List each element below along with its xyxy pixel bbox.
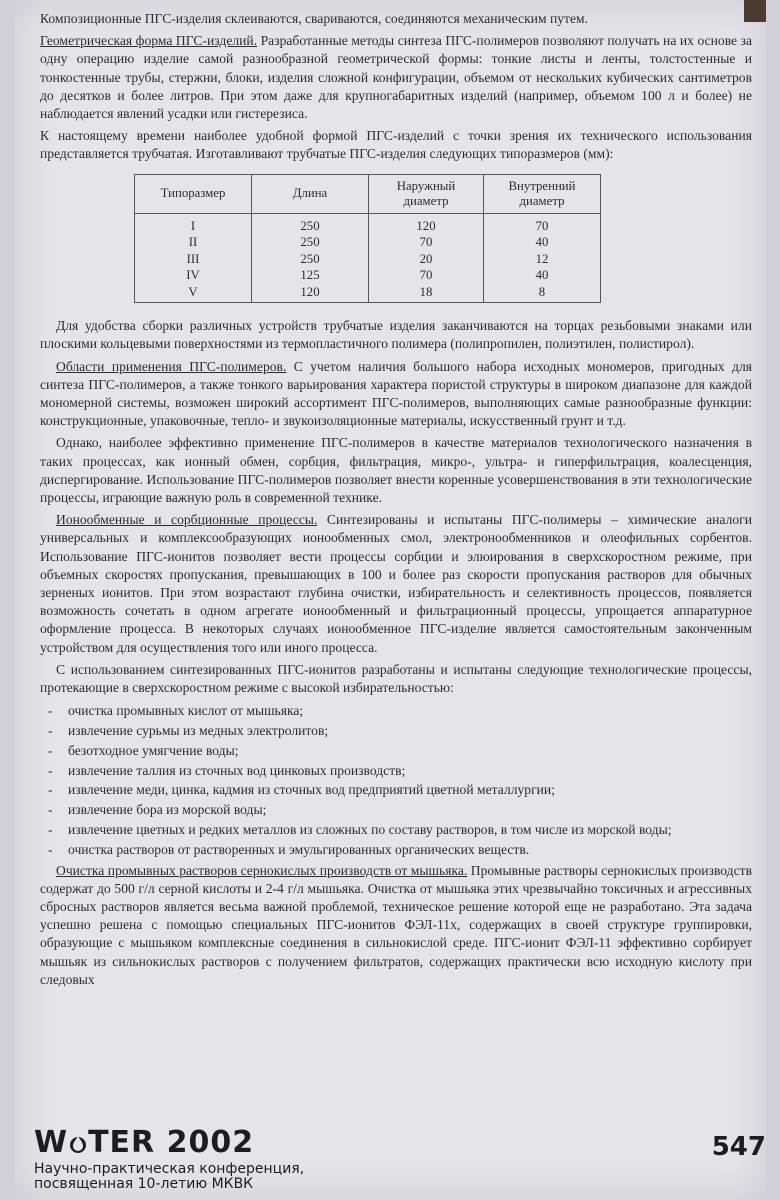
paragraph: [40, 10, 752, 28]
list-item: - извлечение таллия из сточных вод цинковых производств;: [40, 761, 752, 781]
paragraph-text: Синтезированы и испытаны ПГС-полимеры – химические аналоги универсальных и комплексообразующих ионообменных смол, электронообменников и олеофильных сорбентов. Использование ПГС-ионитов позволяет вести процессы сорбции и элюирования в сверхскоростном режиме, при объемных скоростях пропускания, превышающих в 100 и более раз скорости пропускания растворов для обычных зерненых ионитов. При этом возрастают глубина очистки, избирательность и селективность процессов, появляется возможность сочетать в одном агрегате ионообменный и фильтрационный процессы, упрощается аппаратурное оформление процесса. В некоторых случаях ионообменное ПГС-изделие является самостоятельным законченным устройством для осуществления того или иного процесса.: [40, 512, 752, 655]
table-cell: 125: [252, 267, 369, 284]
table-header-row: [135, 174, 601, 213]
paragraphs-top: [40, 10, 752, 164]
list-item: - безотходное умягчение воды;: [40, 741, 752, 761]
list-item: - очистка промывных кислот от мышьяка;: [40, 701, 752, 721]
table-cell: 18: [369, 284, 484, 303]
section-heading: Области применения ПГС-полимеров.: [56, 358, 287, 374]
logo-letter-w: W: [34, 1125, 69, 1160]
table-row: [135, 213, 601, 234]
table-cell: 250: [252, 234, 369, 251]
paragraph: [40, 127, 752, 163]
list-item: - извлечение бора из морской воды;: [40, 800, 752, 820]
paragraph-text: С учетом наличия большого набора исходных мономеров, пригодных для синтеза ПГС-полимеров, а также тонкого варьирования характера пористой структуры в широком диапазоне для каждой мономерной системы, возможен широкий ассортимент ПГС-полимеров, выполняющих самые разнообразные функции: конструкционные, упаковочные, тепло- и звукоизоляционные материалы, искусственный грунт и т.д.: [40, 358, 752, 429]
paragraph: [40, 317, 752, 353]
paragraph-text: Композиционные ПГС-изделия склеиваются, свариваются, соединяются механическим путем.: [40, 11, 589, 26]
list-item: - извлечение цветных и редких металлов из сложных по составу растворов, в том числе из морской воды;: [40, 820, 752, 840]
paragraphs-middle: [40, 317, 752, 697]
list-item: - извлечение меди, цинка, кадмия из сточных вод предприятий цветной металлургии;: [40, 780, 752, 800]
table-header-cell: Внутренний диаметр: [484, 174, 601, 213]
paragraphs-bottom: [40, 862, 752, 989]
subtitle-line: посвященная 10-летию МКВК: [34, 1176, 254, 1192]
table-cell: 250: [252, 213, 369, 234]
table-cell: 8: [484, 284, 601, 303]
paragraph: [40, 511, 752, 657]
logo-text: TER 2002: [88, 1125, 255, 1160]
process-list: [40, 701, 752, 859]
table-cell: 70: [369, 234, 484, 251]
table-row: [135, 284, 601, 303]
table-cell: 20: [369, 251, 484, 268]
table-row: [135, 234, 601, 251]
table-cell: V: [135, 284, 252, 303]
paragraph-text: Для удобства сборки различных устройств трубчатые изделия заканчиваются на торцах резьбовыми знаками или плоскими кольцевыми поверхностями из термопластичного полимера (полипропилен, полиэтилен, полистирол).: [40, 318, 752, 352]
article-body: [40, 10, 752, 993]
table-cell: 40: [484, 267, 601, 284]
table-cell: 120: [252, 284, 369, 303]
section-heading: Очистка промывных растворов сернокислых производств от мышьяка.: [56, 862, 468, 878]
paragraph: [40, 358, 752, 431]
paragraph-text: Разработанные методы синтеза ПГС-полимеров позволяют получать на их основе за одну операцию изделие самой разнообразной геометрической формы: тонкие листы и ленты, толстостенные и тонкостенные трубы, стержни, блоки, изделия сложной конфигурации, объемом от нескольких кубических сантиметров до десятков и более литров. При этом даже для крупногабаритных изделий (например, объемом 100 л и более) не наблюдается явлений усадки или гистерезиса.: [40, 33, 753, 122]
water-drop-icon: [69, 1131, 87, 1155]
paragraph-text: К настоящему времени наиболее удобной формой ПГС-изделий с точки зрения их технического использования представляется трубчатая. Изготавливают трубчатые ПГС-изделия следующих типоразмеров (мм):: [40, 128, 752, 162]
list-item: - очистка растворов от растворенных и эмульгированных органических веществ.: [40, 840, 752, 860]
table-body: [135, 213, 601, 303]
section-heading: Геометрическая форма ПГС-изделий.: [40, 33, 258, 49]
conference-logo: [34, 1125, 774, 1160]
table-header-cell: Длина: [252, 174, 369, 213]
table-cell: IV: [135, 267, 252, 284]
list-item: - извлечение сурьмы из медных электролитов;: [40, 721, 752, 741]
table-cell: 40: [484, 234, 601, 251]
paragraph-text: Промывные растворы сернокислых производств содержат до 500 г/л серной кислоты и 2-4 г/л мышьяка. Очистка от мышьяка этих чрезвычайно токсичных и агрессивных сбросных растворов является весьма важной проблемой, техническое решение которой еще не разработано. Эта задача успешно решена с помощью специальных ПГС-ионитов ФЭЛ-11х, содержащих в своей структуре группировки, образующие с мышьяком комплексные соединения в сильнокислой среде. ПГС-ионит ФЭЛ-11 эффективно сорбирует мышьяк из сильнокислых растворов с получением фильтратов, содержащих практически всю исходную кислоту при следовых: [40, 862, 752, 987]
table-row: [135, 251, 601, 268]
table-cell: I: [135, 213, 252, 234]
conference-subtitle: [34, 1162, 774, 1192]
page-footer: [34, 1125, 774, 1198]
table-cell: 70: [369, 267, 484, 284]
paragraph: [40, 862, 752, 989]
page-number: 547: [711, 1132, 766, 1162]
section-heading: Ионообменные и сорбционные процессы.: [56, 512, 318, 528]
paragraph-text: Однако, наиболее эффективно применение ПГС-полимеров в качестве материалов технологического назначения в таких процессах, как ионный обмен, сорбция, фильтрация, микро-, ультра- и гиперфильтрация, коалесценция, диспергирование. Использование ПГС-полимеров позволяет внести коренные усовершенствования в эти технологические процессы, играющие важную роль в современной технике.: [40, 435, 752, 505]
table-cell: 12: [484, 251, 601, 268]
table-header-cell: Типоразмер: [135, 174, 252, 213]
table-cell: II: [135, 234, 252, 251]
table-cell: 120: [369, 213, 484, 234]
document-page: [14, 0, 766, 1200]
table-cell: III: [135, 251, 252, 268]
subtitle-line: Научно-практическая конференция,: [34, 1161, 305, 1177]
paragraph: [40, 32, 752, 123]
paragraph: [40, 434, 752, 507]
paragraph: [40, 661, 752, 697]
table-cell: 250: [252, 251, 369, 268]
sizes-table: [134, 174, 601, 304]
table-header-cell: Наружный диаметр: [369, 174, 484, 213]
paragraph-text: С использованием синтезированных ПГС-ионитов разработаны и испытаны следующие технологические процессы, протекающие в сверхскоростном режиме с высокой избирательностью:: [40, 661, 752, 695]
table-row: [135, 267, 601, 284]
table-cell: 70: [484, 213, 601, 234]
